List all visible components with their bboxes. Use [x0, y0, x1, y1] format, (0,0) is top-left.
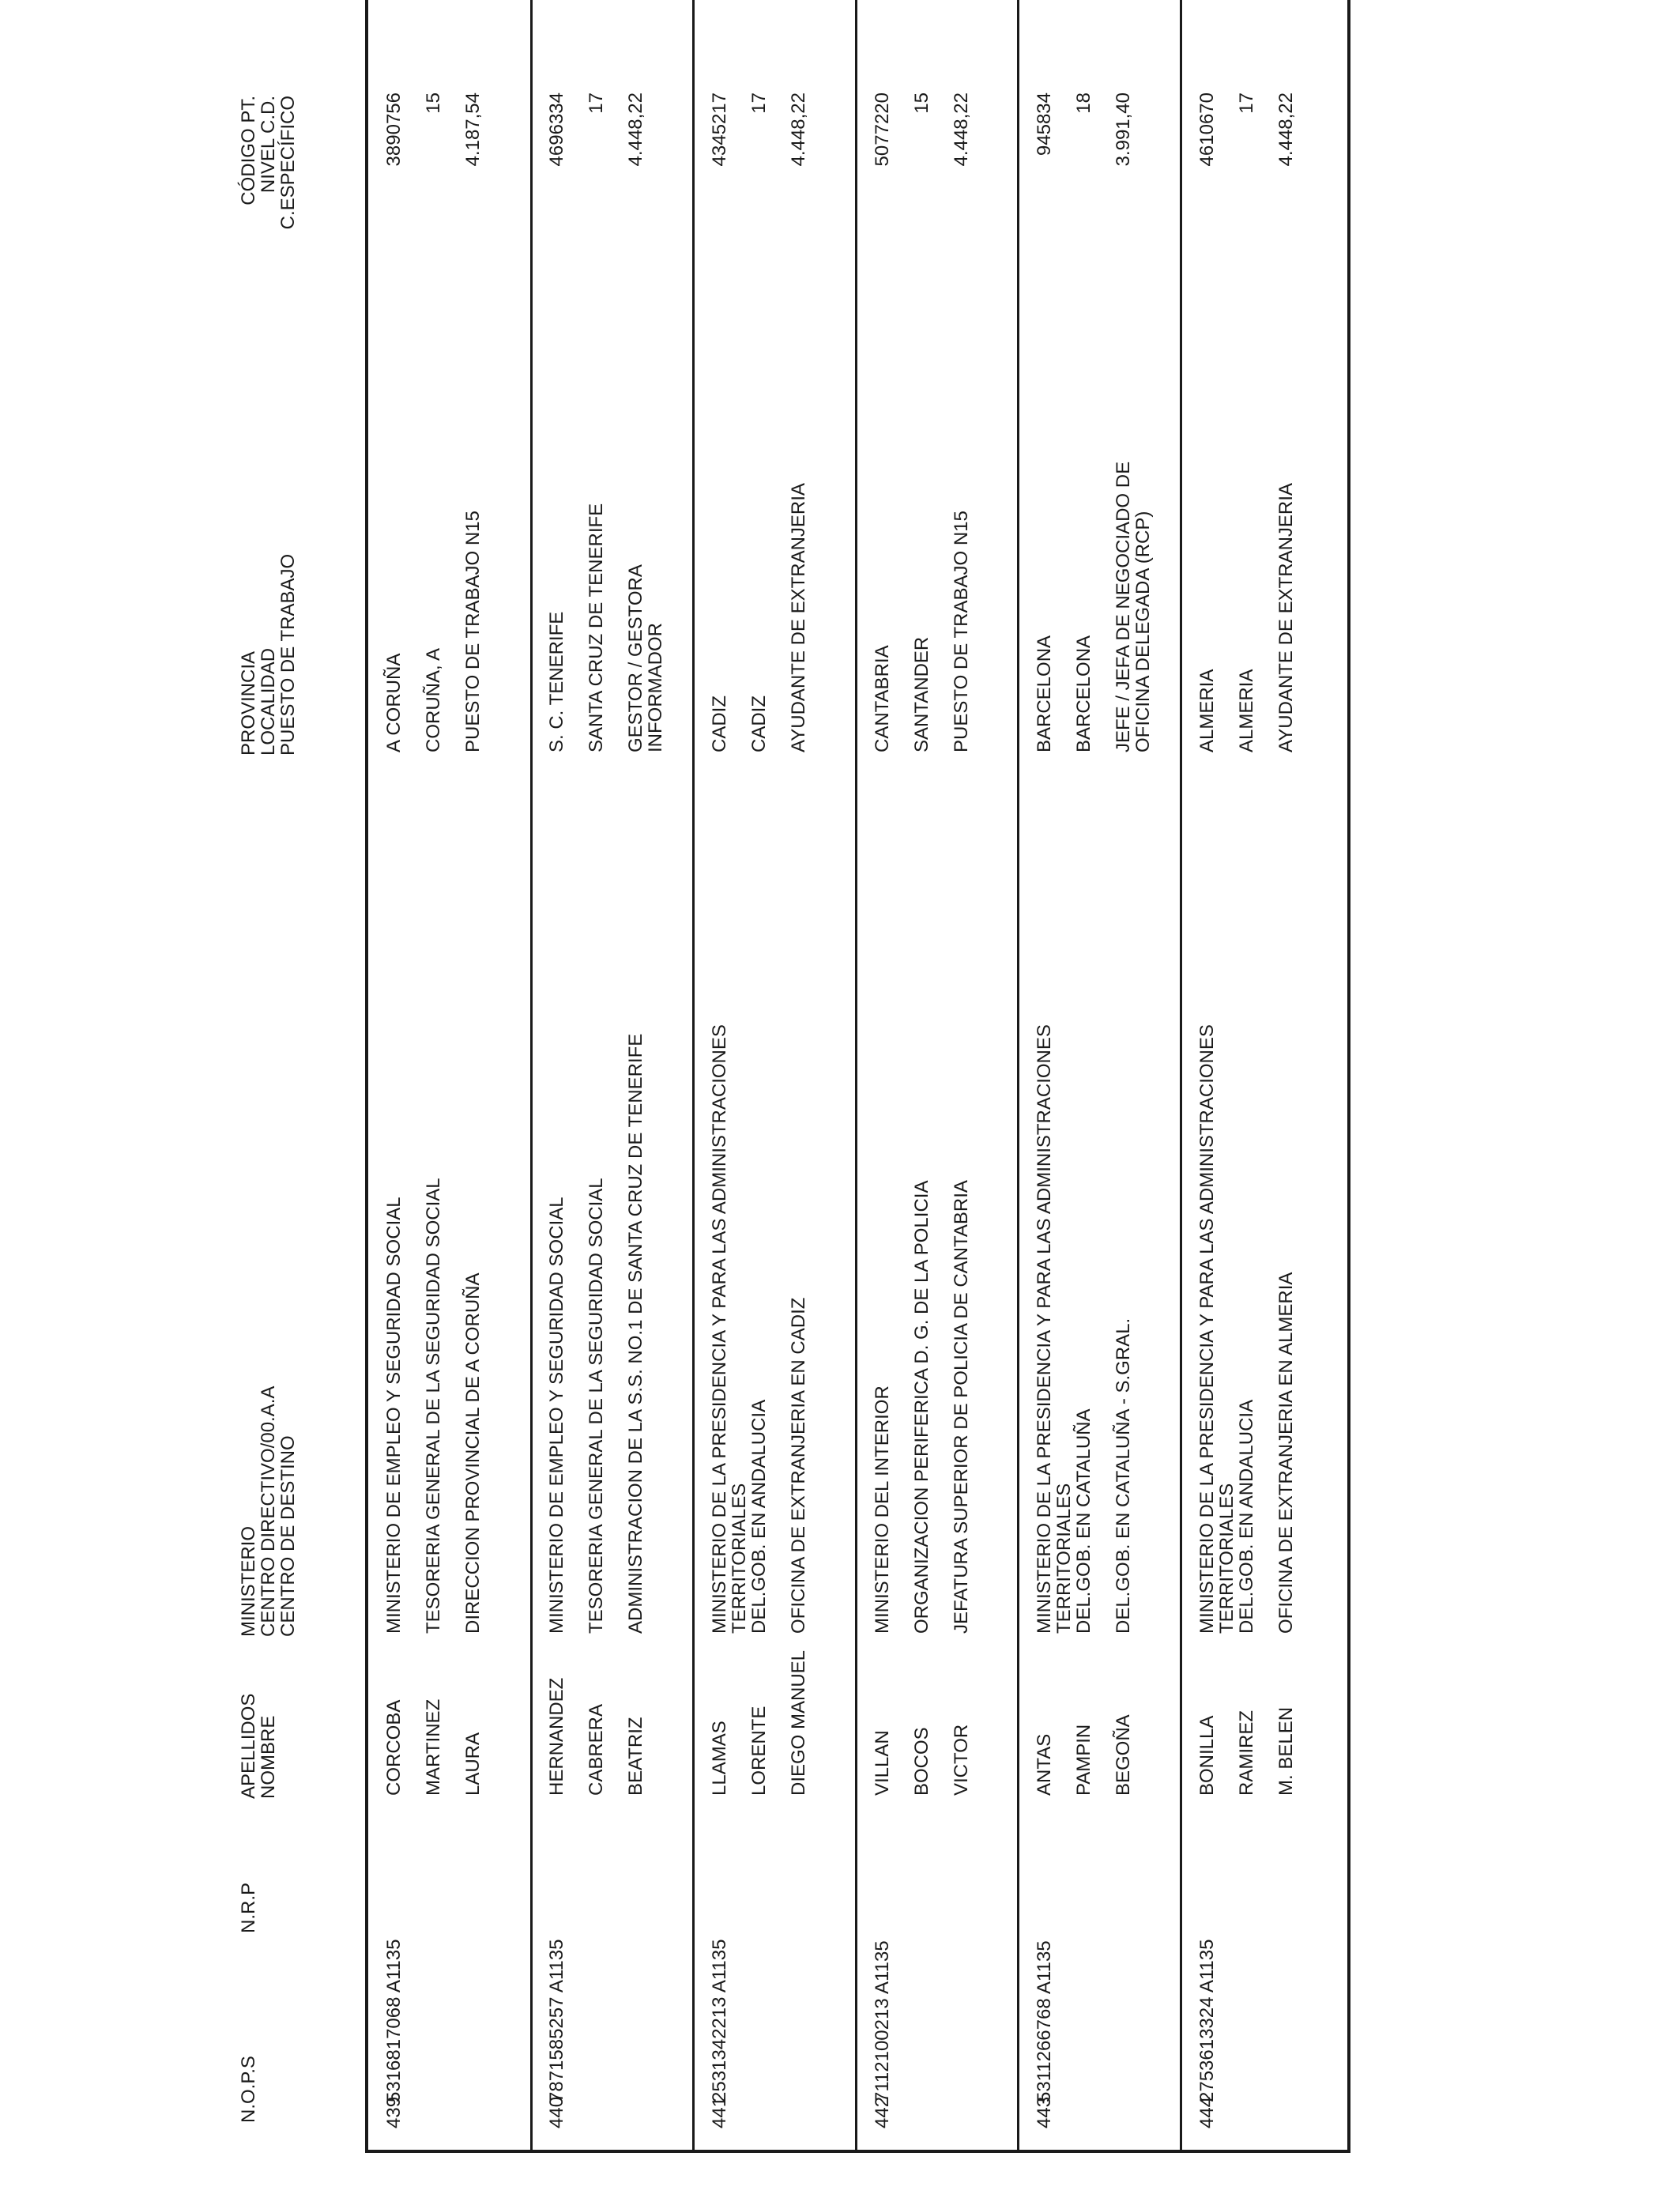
person-name: LORENTE: [748, 1706, 770, 1796]
row-separator: [530, 0, 533, 2150]
person-name: M. BELEN: [1275, 1706, 1297, 1796]
provincia-line: AYUDANTE DE EXTRANJERIA: [1275, 483, 1297, 752]
ministerio-line: DIRECCION PROVINCIAL DE A CORUÑA: [462, 1272, 484, 1634]
header-provincia: [239, 554, 298, 756]
codigo-value: 4.448,22: [788, 92, 809, 167]
records-table: [365, 0, 1350, 2153]
provincia-line: PUESTO DE TRABAJO N15: [951, 511, 972, 752]
codigo-value: 4.448,22: [951, 92, 972, 167]
nrp-code: 5316817068 A1135: [383, 1939, 405, 2102]
codigo-value: 4.448,22: [1275, 92, 1297, 167]
header-nrp-label: N.R.P: [238, 1882, 259, 1933]
nops-number: 440: [546, 2096, 567, 2128]
header-nrp: [239, 1883, 258, 1933]
header-apellidos-label: APELLIDOS: [238, 1693, 259, 1799]
provincia-line: PUESTO DE TRABAJO N15: [462, 511, 484, 752]
person-name: VICTOR: [951, 1724, 972, 1796]
person-name: BOCOS: [911, 1727, 932, 1796]
header-nivel-label: NIVEL C.D.: [258, 96, 279, 194]
codigo-value: 945834: [1034, 92, 1055, 156]
header-codigo-label: CÓDIGO PT.: [238, 96, 259, 205]
person-name: BEGOÑA: [1113, 1714, 1134, 1796]
nrp-code: 5311266768 A1135: [1034, 1940, 1055, 2102]
person-name: ANTAS: [1034, 1733, 1055, 1796]
ministerio-line: DEL.GOB. EN ANDALUCIA: [1236, 1399, 1257, 1634]
nrp-code: 7112100213 A1135: [872, 1940, 893, 2102]
person-name: MARTINEZ: [423, 1698, 444, 1796]
nops-number: 443: [1034, 2096, 1055, 2128]
nops-number: 441: [709, 2096, 730, 2128]
codigo-value: 15: [423, 92, 444, 114]
person-name: LAURA: [462, 1732, 484, 1796]
codigo-value: 4.448,22: [625, 92, 646, 167]
ministerio-line: DEL.GOB. EN ANDALUCIA: [748, 1399, 770, 1634]
codigo-value: 3.991,40: [1113, 92, 1134, 167]
codigo-value: 4696334: [546, 92, 567, 167]
header-centro-destino-label: CENTRO DE DESTINO: [277, 1435, 299, 1637]
provincia-line: ALMERIA: [1236, 669, 1257, 752]
ministerio-line: OFICINA DE EXTRANJERIA EN CADIZ: [788, 1297, 809, 1634]
provincia-line: AYUDANTE DE EXTRANJERIA: [788, 483, 809, 752]
provincia-line: ALMERIA: [1196, 669, 1218, 752]
person-name: BEATRIZ: [625, 1717, 646, 1796]
provincia-line: OFICINA DELEGADA (RCP): [1132, 511, 1154, 752]
nops-number: 442: [872, 2096, 893, 2128]
codigo-value: 17: [586, 92, 607, 114]
codigo-value: 4345217: [709, 92, 730, 167]
provincia-line: INFORMADOR: [645, 623, 666, 752]
header-nops-label: N.O.P.S: [238, 2056, 259, 2123]
provincia-line: CADIZ: [748, 696, 770, 752]
provincia-line: S. C. TENERIFE: [546, 611, 567, 752]
header-especifico-label: C.ESPECÍFICO: [277, 96, 299, 230]
provincia-line: BARCELONA: [1073, 635, 1094, 752]
header-centro-directivo-label: CENTRO DIRECTIVO/00.A.A: [258, 1385, 279, 1637]
provincia-line: BARCELONA: [1034, 635, 1055, 752]
codigo-value: 5077220: [872, 92, 893, 167]
person-name: VILLAN: [872, 1730, 893, 1796]
provincia-line: GESTOR / GESTORA: [625, 564, 646, 752]
ministerio-line: MINISTERIO DE LA PRESIDENCIA Y PARA LAS ADMINISTRACIONES: [1196, 1024, 1218, 1634]
nrp-code: 2531342213 A1135: [709, 1939, 730, 2102]
ministerio-line: MINISTERIO DE EMPLEO Y SEGURIDAD SOCIAL: [383, 1197, 405, 1634]
ministerio-line: JEFATURA SUPERIOR DE POLICIA DE CANTABRIA: [951, 1180, 972, 1634]
ministerio-line: ADMINISTRACION DE LA S.S. NO.1 DE SANTA CRUZ DE TENERIFE: [625, 1033, 646, 1634]
header-provincia-label: PROVINCIA: [238, 650, 259, 756]
ministerio-line: MINISTERIO DE EMPLEO Y SEGURIDAD SOCIAL: [546, 1197, 567, 1634]
ministerio-line: MINISTERIO DE LA PRESIDENCIA Y PARA LAS ADMINISTRACIONES: [709, 1024, 730, 1634]
ministerio-line: DEL.GOB. EN CATALUÑA - S.GRAL.: [1113, 1318, 1134, 1634]
provincia-line: JEFE / JEFA DE NEGOCIADO DE: [1113, 461, 1134, 752]
codigo-value: 4.187,54: [462, 92, 484, 167]
ministerio-line: MINISTERIO DEL INTERIOR: [872, 1385, 893, 1634]
provincia-line: SANTANDER: [911, 636, 932, 752]
header-nombre-label: NOMBRE: [258, 1715, 279, 1799]
header-puesto-label: PUESTO DE TRABAJO: [277, 553, 299, 756]
provincia-line: CORUÑA, A: [423, 647, 444, 752]
row-separator: [1017, 0, 1019, 2150]
person-name: DIEGO MANUEL: [788, 1649, 809, 1796]
header-codigo: [239, 96, 298, 273]
person-name: CABRERA: [586, 1703, 607, 1796]
provincia-line: CANTABRIA: [872, 645, 893, 752]
ministerio-line: ORGANIZACION PERIFERICA D. G. DE LA POLICIA: [911, 1180, 932, 1634]
codigo-value: 3890756: [383, 92, 405, 167]
header-nops: [239, 2056, 258, 2123]
header-ministerio-label: MINISTERIO: [238, 1525, 259, 1637]
nrp-code: 2753613324 A1135: [1196, 1939, 1218, 2102]
nops-number: 439: [383, 2096, 405, 2128]
ministerio-line: TERRITORIALES: [729, 1483, 750, 1634]
person-name: HERNANDEZ: [546, 1677, 567, 1796]
codigo-value: 4610670: [1196, 92, 1218, 167]
codigo-value: 15: [911, 92, 932, 114]
ministerio-line: TERRITORIALES: [1216, 1483, 1237, 1634]
ministerio-line: OFICINA DE EXTRANJERIA EN ALMERIA: [1275, 1272, 1297, 1634]
header-ministerio: [239, 1386, 298, 1637]
ministerio-line: TESORERIA GENERAL DE LA SEGURIDAD SOCIAL: [423, 1178, 444, 1634]
provincia-line: SANTA CRUZ DE TENERIFE: [586, 503, 607, 752]
row-separator: [855, 0, 857, 2150]
header-localidad-label: LOCALIDAD: [258, 647, 279, 756]
person-name: RAMIREZ: [1236, 1710, 1257, 1796]
provincia-line: A CORUÑA: [383, 653, 405, 752]
nrp-code: 7871585257 A1135: [546, 1939, 567, 2102]
ministerio-line: TESORERIA GENERAL DE LA SEGURIDAD SOCIAL: [586, 1178, 607, 1634]
ministerio-line: TERRITORIALES: [1053, 1483, 1075, 1634]
row-separator: [1180, 0, 1182, 2150]
header-apellidos: [239, 1694, 278, 1799]
codigo-value: 17: [748, 92, 770, 114]
person-name: BONILLA: [1196, 1715, 1218, 1796]
ministerio-line: DEL.GOB. EN CATALUÑA: [1073, 1408, 1094, 1634]
person-name: LLAMAS: [709, 1721, 730, 1796]
person-name: PAMPIN: [1073, 1724, 1094, 1796]
nops-number: 444: [1196, 2096, 1218, 2128]
codigo-value: 18: [1073, 92, 1094, 114]
ministerio-line: MINISTERIO DE LA PRESIDENCIA Y PARA LAS ADMINISTRACIONES: [1034, 1024, 1055, 1634]
codigo-value: 17: [1236, 92, 1257, 114]
person-name: CORCOBA: [383, 1699, 405, 1796]
row-separator: [692, 0, 695, 2150]
provincia-line: CADIZ: [709, 696, 730, 752]
